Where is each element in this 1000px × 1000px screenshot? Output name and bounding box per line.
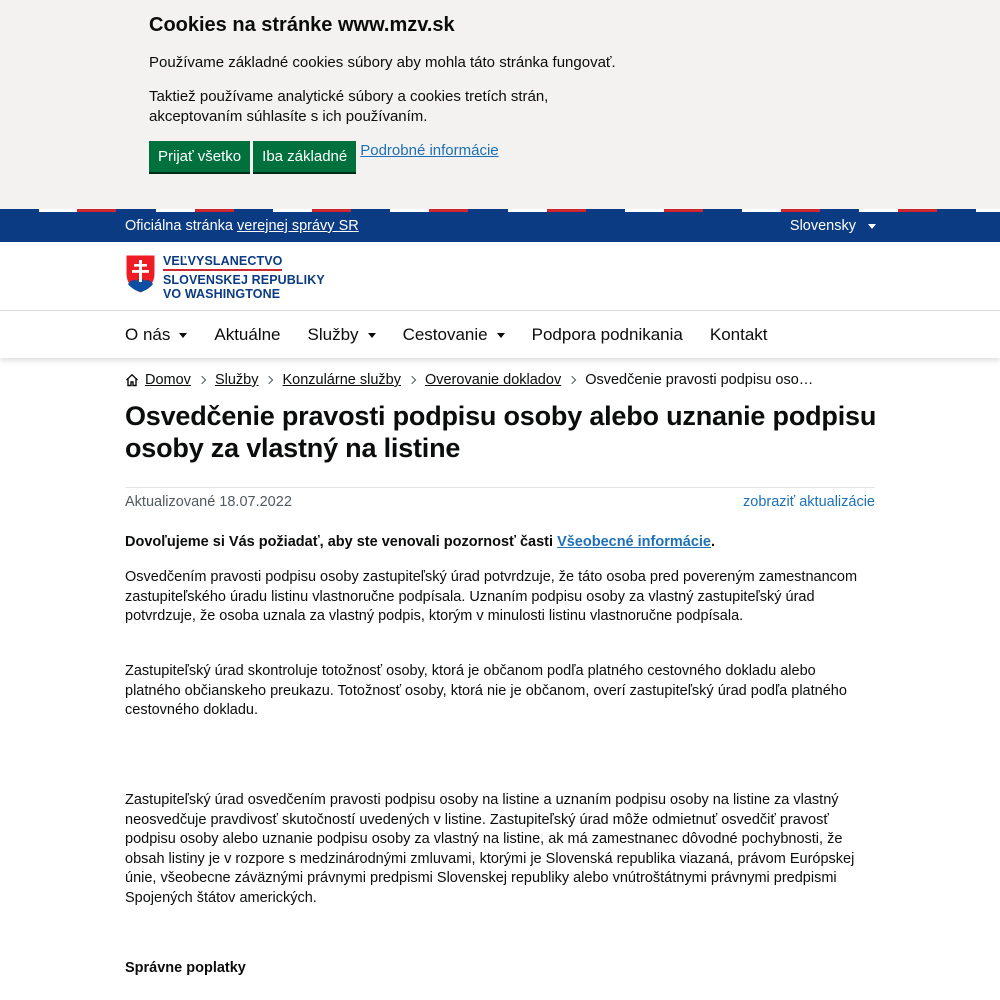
breadcrumb xyxy=(125,370,813,390)
language-label: Slovensky xyxy=(789,218,856,234)
paragraph-identity-check: Zastupiteľský úrad skontroluje totožnosť osoby, ktorá je občanom podľa platného cestovného dokladu alebo platného občianskeho preukazu. Totožnosť osoby, ktorá nie je občanom, overí zastupiteľský úrad podľa platného cestovného dokladu. xyxy=(125,663,847,719)
coat-of-arms-icon xyxy=(125,254,156,294)
update-meta xyxy=(125,487,875,517)
cookie-text-basic: Používame základné cookies súbory aby mohla táto stránka fungovať. xyxy=(149,54,616,71)
logo-line-2: SLOVENSKEJ REPUBLIKY xyxy=(163,273,325,287)
breadcrumb-home[interactable]: Domov xyxy=(145,372,191,388)
notice-paragraph xyxy=(125,533,875,553)
cookie-text-analytics: Taktiež používame analytické súbory a cookies tretích strán, akceptovaním súhlasíte s ich používaním. xyxy=(149,88,549,125)
cookie-title: Cookies na stránke www.mzv.sk xyxy=(149,14,455,36)
chevron-right-icon xyxy=(568,376,576,384)
strip-dash xyxy=(273,209,312,212)
accept-all-button[interactable]: Prijať všetko xyxy=(149,141,250,172)
nav-item-sluzby[interactable] xyxy=(308,324,376,346)
strip-dash xyxy=(508,209,547,212)
home-icon xyxy=(125,373,139,387)
strip-dash xyxy=(39,209,77,212)
strip-dash xyxy=(664,209,703,212)
site-header xyxy=(0,242,1000,311)
caret-down-icon xyxy=(179,333,187,338)
language-selector[interactable] xyxy=(790,217,876,235)
strip-dash xyxy=(312,209,351,212)
nav-label: Podpora podnikania xyxy=(531,325,683,344)
nav-item-podpora-podnikania[interactable] xyxy=(532,324,683,346)
strip-dash xyxy=(77,209,116,212)
breadcrumb-sluzby[interactable]: Služby xyxy=(214,372,259,388)
nav-label: Kontakt xyxy=(709,325,768,344)
fees-heading: Správne poplatky xyxy=(125,960,246,976)
strip-dash xyxy=(742,209,781,212)
nav-label: Cestovanie xyxy=(402,325,488,344)
nav-label: Služby xyxy=(307,325,359,344)
chevron-right-icon xyxy=(408,376,416,384)
breadcrumb-konzularne-sluzby[interactable]: Konzulárne služby xyxy=(282,372,401,388)
breadcrumb-current: Osvedčenie pravosti podpisu oso… xyxy=(585,372,814,388)
paragraph-signature-verification: Osvedčením pravosti podpisu osoby zastupiteľský úrad potvrdzuje, že táto osoba pred povereným zamestnancom zastupiteľského úradu listinu vlastnoručne podpísala. Uznaním podpisu osoby za vlastný zastupiteľský úrad potvrdzuje, že osoba uznala za vlastný podpis, ktorým v minulosti listinu vlastnoručne podpísala. xyxy=(125,569,858,625)
strip-dash xyxy=(547,209,586,212)
cookie-banner xyxy=(0,0,1000,209)
nav-item-aktualne[interactable] xyxy=(214,324,280,346)
nav-item-cestovanie[interactable] xyxy=(403,324,505,346)
paragraph-refusal-conditions: Zastupiteľský úrad osvedčením pravosti podpisu osoby na listine a uznaním podpisu osoby na listine za vlastný neosvedčuje pravdivosť skutočností uvedených v listine. Zastupiteľský úrad môže odmietnuť osvedčiť pravosť podpisu osoby alebo uznanie podpisu osoby za vlastný na listine, ak má zamestnanec dôvodné pochybnosti, že obsah listiny je v rozpore s medzinárodnými zmluvami, ktorými je Slovenská republika viazaná, právom Európskej únie, všeobecne záväznými právnymi predpismi Slovenskej republiky alebo vnútroštátnymi právnymi predpismi Spojených štátov amerických. xyxy=(125,792,855,906)
caret-down-icon xyxy=(368,333,376,338)
strip-dash xyxy=(859,209,898,212)
nav-item-kontakt[interactable] xyxy=(710,324,768,346)
strip-dash xyxy=(429,209,468,212)
chevron-right-icon xyxy=(265,376,273,384)
strip-dash xyxy=(156,209,195,212)
strip-dash xyxy=(976,209,1000,212)
general-info-link[interactable]: Všeobecné informácie xyxy=(557,534,711,550)
nav-label: O nás xyxy=(125,325,171,344)
logo-line-3: VO WASHINGTONE xyxy=(163,287,281,301)
nav-item-o-nas[interactable] xyxy=(125,324,187,346)
site-logo[interactable] xyxy=(125,254,325,301)
strip-dash xyxy=(898,209,937,212)
strip-dash xyxy=(625,209,664,212)
page-title: Osvedčenie pravosti podpisu osoby alebo uznanie podpisu osoby za vlastný na listine xyxy=(125,401,877,463)
gov-bar xyxy=(0,209,1000,242)
logo-line-1: VEĽVYSLANECTVO xyxy=(163,254,282,271)
nav-label: Aktuálne xyxy=(214,325,281,344)
strip-dash xyxy=(390,209,429,212)
caret-down-icon xyxy=(868,224,876,229)
show-updates-link[interactable]: zobraziť aktualizácie xyxy=(743,494,875,510)
cookie-details-link[interactable]: Podrobné informácie xyxy=(360,142,499,159)
strip-dash xyxy=(781,209,820,212)
caret-down-icon xyxy=(497,333,505,338)
chevron-right-icon xyxy=(198,376,206,384)
official-site-text xyxy=(125,217,359,235)
notice-end: . xyxy=(710,534,716,550)
notice-text: Dovoľujeme si Vás požiadať, aby ste venovali pozornosť časti xyxy=(125,534,554,550)
basic-only-button[interactable]: Iba základné xyxy=(253,141,356,172)
main-navigation xyxy=(0,311,1000,358)
strip-dash xyxy=(195,209,234,212)
official-site-prefix: Oficiálna stránka xyxy=(125,218,233,234)
breadcrumb-overovanie-dokladov[interactable]: Overovanie dokladov xyxy=(424,372,562,388)
updated-date: Aktualizované 18.07.2022 xyxy=(125,494,292,510)
public-administration-link[interactable]: verejnej správy SR xyxy=(237,218,359,234)
